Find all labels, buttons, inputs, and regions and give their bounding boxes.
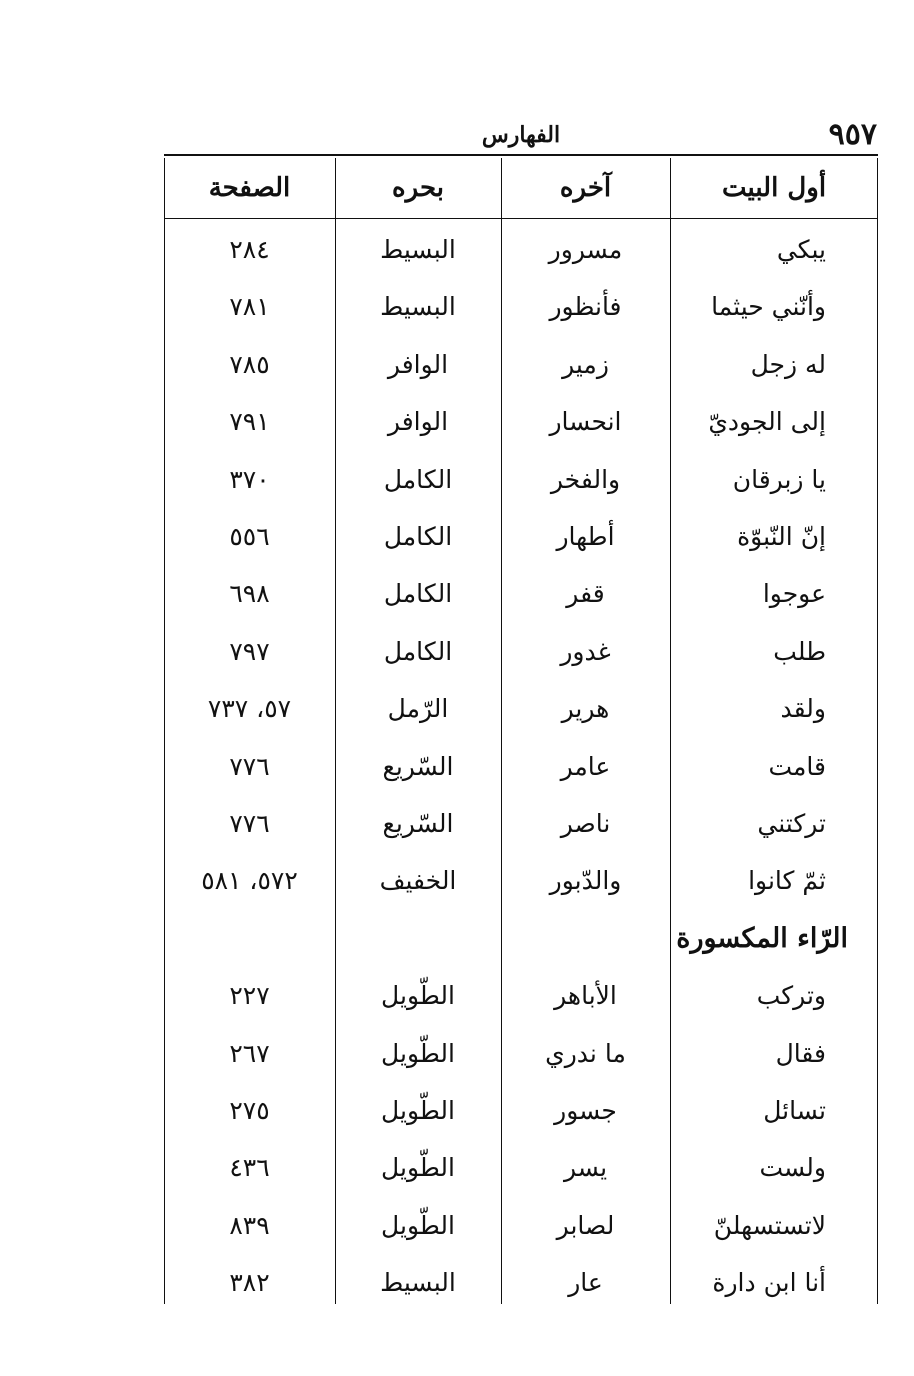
last-word-cell: انحسار	[549, 407, 622, 437]
last-word-cell: قفر	[566, 579, 605, 609]
first-of-verse-cell: أنا ابن دارة	[712, 1268, 826, 1298]
meter-cell: البسيط	[380, 235, 456, 264]
meter-cell: الرّمل	[387, 694, 449, 724]
first-of-verse-cell: وتركب	[756, 981, 826, 1011]
page-ref-cell: ٣٨٢	[229, 1268, 270, 1298]
meter-cell: الكامل	[383, 636, 453, 666]
meter-cell: الكامل	[383, 579, 453, 609]
header-rule	[164, 154, 878, 156]
table-row	[164, 967, 878, 1024]
first-of-verse-cell: يا زبرقان	[732, 464, 826, 494]
last-word-cell: لصابر	[556, 1210, 615, 1240]
table-row	[164, 336, 878, 393]
first-of-verse-cell: له زجل	[750, 349, 826, 379]
last-word-cell: مسرور	[548, 235, 623, 264]
page-ref-cell: ٣٧٠	[229, 464, 270, 494]
page-ref-cell: ٤٣٦	[229, 1153, 270, 1183]
page-ref-cell: ٢٨٤	[229, 235, 270, 264]
table-row	[164, 795, 878, 852]
page-ref-cell: ٧٨١	[229, 292, 270, 322]
table-row	[164, 852, 878, 909]
first-of-verse-cell: إنّ النّبوّة	[737, 522, 826, 551]
meter-cell: الكامل	[383, 464, 453, 494]
meter-cell: الوافر	[387, 349, 449, 379]
meter-cell: الطّويل	[381, 981, 455, 1011]
last-word-cell: والدّبور	[549, 866, 622, 896]
first-of-verse-cell: ولست	[759, 1153, 826, 1183]
meter-cell: الطّويل	[381, 1038, 455, 1068]
first-of-verse-cell: وأنّني حيثما	[711, 292, 826, 322]
table-row	[164, 451, 878, 508]
page-ref-cell: ٥٧، ٧٣٧	[207, 694, 292, 724]
section-heading: الرّاء المكسورة	[676, 922, 848, 954]
page-ref-cell: ٥٥٦	[229, 522, 270, 551]
table-row	[164, 1197, 878, 1254]
table-row	[164, 1139, 878, 1196]
table-row	[164, 508, 878, 565]
first-of-verse-cell: تركتني	[757, 809, 826, 838]
meter-cell: الطّويل	[381, 1210, 455, 1240]
meter-cell: البسيط	[380, 292, 456, 322]
page-ref-cell: ٢٢٧	[229, 981, 270, 1011]
page-ref-cell: ٦٩٨	[229, 579, 270, 609]
table-header-row	[164, 158, 878, 219]
running-title: الفهارس	[481, 122, 561, 148]
last-word-cell: والفخر	[550, 464, 621, 494]
meter-cell: الخفيف	[379, 866, 457, 896]
last-word-cell: يسر	[563, 1153, 608, 1183]
table-row	[164, 221, 878, 278]
first-of-verse-cell: فقال	[775, 1038, 826, 1068]
column-header-meter: بحره	[392, 173, 444, 203]
last-word-cell: الأباهر	[554, 981, 617, 1011]
page-ref-cell: ٥٧٢، ٥٨١	[201, 866, 298, 896]
meter-cell: السّريع	[382, 751, 454, 781]
page-ref-cell: ٧٩٧	[229, 636, 270, 666]
table-row	[164, 1254, 878, 1311]
last-word-cell: زمير	[562, 349, 609, 379]
first-of-verse-cell: لاتستسهلنّ	[713, 1210, 826, 1240]
first-of-verse-cell: يبكي	[776, 235, 826, 264]
first-of-verse-cell: قامت	[768, 751, 826, 781]
column-header-page: الصفحة	[208, 173, 291, 203]
meter-cell: الكامل	[383, 522, 453, 551]
first-of-verse-cell: ثمّ كانوا	[748, 866, 826, 896]
first-of-verse-cell: عوجوا	[762, 579, 826, 609]
first-of-verse-cell: إلى الجوديّ	[708, 407, 826, 437]
last-word-cell: أطهار	[556, 522, 615, 551]
table-row	[164, 393, 878, 450]
table-row	[164, 680, 878, 737]
page-ref-cell: ٧٧٦	[229, 809, 270, 838]
page-number: ٩٥٧	[828, 117, 877, 152]
last-word-cell: غدور	[560, 636, 611, 666]
page-ref-cell: ٧٩١	[229, 407, 270, 437]
last-word-cell: عار	[568, 1268, 603, 1298]
last-word-cell: ما ندري	[545, 1038, 626, 1068]
meter-cell: البسيط	[380, 1268, 456, 1298]
page-ref-cell: ٨٣٩	[229, 1210, 270, 1240]
first-of-verse-cell: ولقد	[780, 694, 826, 724]
last-word-cell: فأنظور	[549, 292, 622, 322]
table-row	[164, 1082, 878, 1139]
page-ref-cell: ٢٧٥	[229, 1096, 270, 1125]
meter-cell: الوافر	[387, 407, 449, 437]
meter-cell: السّريع	[382, 809, 454, 838]
table-row	[164, 565, 878, 622]
column-header-first-of-verse: أول البيت	[721, 173, 827, 203]
page-ref-cell: ٧٧٦	[229, 751, 270, 781]
last-word-cell: ناصر	[560, 809, 611, 838]
table-row	[164, 738, 878, 795]
section-heading-row	[164, 910, 878, 967]
first-of-verse-cell: تسائل	[763, 1096, 826, 1125]
page-ref-cell: ٢٦٧	[229, 1038, 270, 1068]
page-ref-cell: ٧٨٥	[229, 349, 270, 379]
last-word-cell: عامر	[560, 751, 611, 781]
first-of-verse-cell: طلب	[773, 636, 826, 666]
last-word-cell: جسور	[554, 1096, 617, 1125]
last-word-cell: هرير	[561, 694, 610, 724]
column-header-last-word: آخره	[559, 173, 612, 203]
table-row	[164, 623, 878, 680]
meter-cell: الطّويل	[381, 1096, 455, 1125]
table-row	[164, 1025, 878, 1082]
meter-cell: الطّويل	[381, 1153, 455, 1183]
table-row	[164, 278, 878, 335]
page-header	[165, 118, 877, 152]
